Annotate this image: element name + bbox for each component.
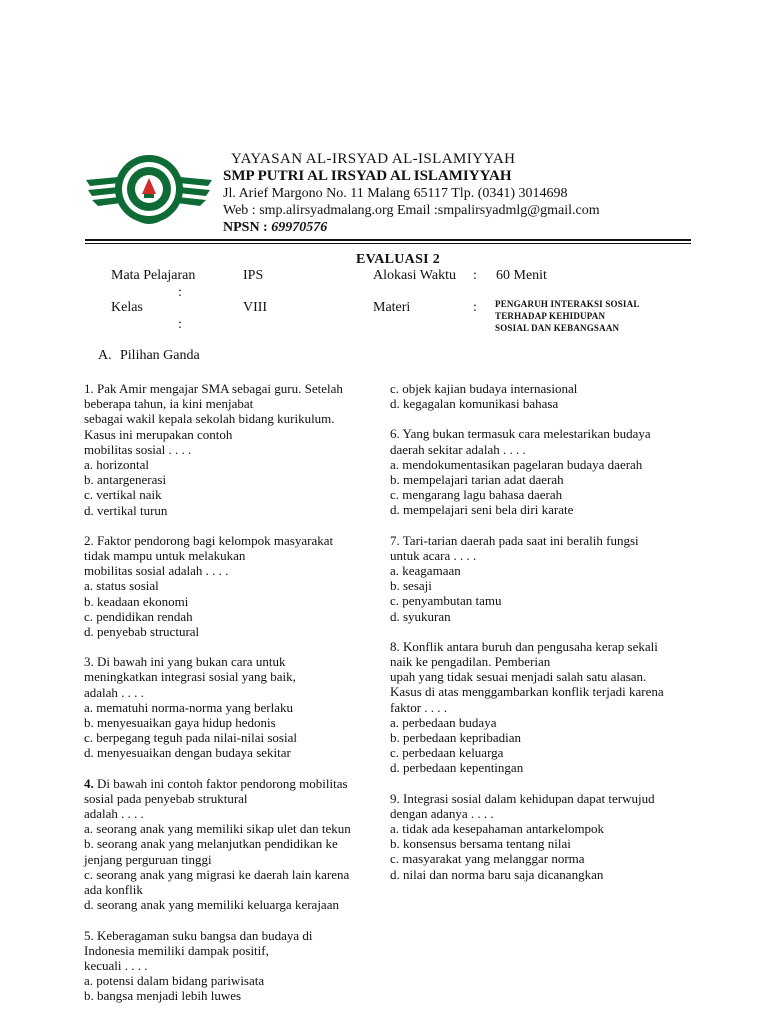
answer-option: a. potensi dalam bidang pariwisata — [84, 973, 265, 989]
answer-option: d. seorang anak yang memiliki keluarga kerajaan — [84, 897, 339, 913]
question-block — [84, 928, 384, 1004]
answer-option: c. seorang anak yang migrasi ke daerah lain karena — [84, 866, 350, 882]
header-divider-thin — [85, 243, 691, 244]
question-text-line: 5. Keberagaman suku bangsa dan budaya di — [84, 927, 313, 943]
questions-left-column — [84, 381, 384, 1019]
answer-option: d. syukuran — [390, 608, 451, 624]
question-text-line: adalah . . . . — [84, 684, 144, 700]
question-text-line: adalah . . . . — [84, 806, 144, 822]
answer-option: c. vertikal naik — [84, 487, 162, 503]
question-text-line: mobilitas sosial . . . . — [84, 441, 192, 457]
foundation-name: YAYASAN AL-IRSYAD AL-ISLAMIYYAH — [231, 151, 516, 167]
section-title: Pilihan Ganda — [120, 348, 200, 363]
question-text-line: dengan adanya . . . . — [390, 805, 494, 821]
subject-colon: : — [178, 285, 182, 300]
answer-option: d. perbedaan kepentingan — [390, 760, 524, 776]
question-text: Di bawah ini contoh faktor pendorong mobilitas — [93, 775, 348, 791]
question-text-line: 7. Tari-tarian daerah pada saat ini beralih fungsi — [390, 532, 639, 548]
answer-option: b. perbedaan kepribadian — [390, 730, 522, 746]
question-text-line: faktor . . . . — [390, 699, 448, 715]
time-allocation-value: 60 Menit — [496, 268, 547, 283]
topic-line: SOSIAL DAN KEBANGSAAN — [495, 323, 620, 333]
answer-option: b. seorang anak yang melanjutkan pendidikan ke — [84, 836, 338, 852]
question-text-line — [84, 776, 384, 791]
answer-option: a. horizontal — [84, 457, 149, 473]
answer-option: a. mematuhi norma-norma yang berlaku — [84, 699, 294, 715]
subject-value: IPS — [243, 268, 264, 283]
class-colon: : — [178, 317, 182, 332]
question-text-line: daerah sekitar adalah . . . . — [390, 441, 526, 457]
topic-line: PENGARUH INTERAKSI SOSIAL — [495, 299, 640, 309]
subject-label: Mata Pelajaran — [111, 268, 196, 283]
topic-label: Materi — [373, 300, 411, 315]
answer-option: c. perbedaan keluarga — [390, 745, 504, 761]
answer-option: b. konsensus bersama tentang nilai — [390, 836, 571, 852]
question-text-line: meningkatkan integrasi sosial yang baik, — [84, 669, 296, 685]
npsn-line — [223, 219, 693, 236]
answer-option: a. tidak ada kesepahaman antarkelompok — [390, 821, 605, 837]
question-block — [84, 381, 384, 518]
answer-option: c. mengarang lagu bahasa daerah — [390, 487, 563, 503]
question-block — [390, 426, 690, 517]
answer-option: b. bangsa menjadi lebih luwes — [84, 988, 242, 1004]
question-number: 4. — [84, 775, 94, 791]
topic-value — [495, 298, 640, 334]
question-text-line: mobilitas sosial adalah . . . . — [84, 563, 229, 579]
topic-colon: : — [473, 300, 477, 315]
question-text-line: kecuali . . . . — [84, 957, 148, 973]
time-allocation-colon: : — [473, 268, 477, 283]
school-logo — [84, 150, 214, 228]
answer-option: d. penyebab structural — [84, 624, 200, 640]
answer-option: a. keagamaan — [390, 563, 461, 579]
npsn-value: 69970576 — [271, 220, 328, 235]
questions-right-column — [390, 381, 690, 897]
question-text-line: sosial pada penyebab struktural — [84, 790, 248, 806]
answer-option: b. sesaji — [390, 578, 432, 594]
topic-line: TERHADAP KEHIDUPAN — [495, 311, 606, 321]
answer-option: c. penyambutan tamu — [390, 593, 502, 609]
question-text-line: Indonesia memiliki dampak positif, — [84, 942, 269, 958]
answer-option: d. kegagalan komunikasi bahasa — [390, 396, 559, 412]
class-label: Kelas — [111, 300, 143, 315]
answer-option: b. keadaan ekonomi — [84, 593, 189, 609]
class-value: VIII — [243, 300, 268, 315]
question-text-line: naik ke pengadilan. Pemberian — [390, 654, 551, 670]
answer-option: c. objek kajian budaya internasional — [390, 381, 578, 396]
school-web-email: Web : smp.alirsyadmalang.org Email :smpalirsyadmlg@gmail.com — [223, 203, 600, 218]
question-text-line: 9. Integrasi sosial dalam kehidupan dapat terwujud — [390, 790, 655, 806]
question-text-line: beberapa tahun, ia kini menjabat — [84, 396, 254, 412]
question-text-line: Kasus di atas menggambarkan konflik terjadi karena — [390, 684, 664, 700]
npsn-label: NPSN : — [223, 220, 272, 235]
answer-option: ada konflik — [84, 882, 143, 898]
answer-option: d. mempelajari seni bela diri karate — [390, 502, 574, 518]
section-heading — [98, 348, 200, 364]
answer-option: c. berpegang teguh pada nilai-nilai sosial — [84, 730, 297, 746]
answer-option: d. menyesuaikan dengan budaya sekitar — [84, 745, 291, 761]
question-text-line: 6. Yang bukan termasuk cara melestarikan budaya — [390, 426, 651, 442]
answer-option: b. antargenerasi — [84, 472, 167, 488]
time-allocation-label: Alokasi Waktu — [373, 268, 456, 283]
answer-option: d. nilai dan norma baru saja dicanangkan — [390, 866, 604, 882]
answer-option: b. menyesuaikan gaya hidup hedonis — [84, 715, 276, 731]
answer-option: a. seorang anak yang memiliki sikap ulet dan tekun — [84, 821, 351, 837]
answer-option: a. mendokumentasikan pagelaran budaya daerah — [390, 456, 643, 472]
answer-option: b. mempelajari tarian adat daerah — [390, 472, 564, 488]
question-text-line: Kasus ini merupakan contoh — [84, 426, 233, 442]
question-block — [84, 776, 384, 913]
question-block — [390, 791, 690, 882]
school-name: SMP PUTRI AL IRSYAD AL ISLAMIYYAH — [223, 168, 512, 184]
letterhead — [223, 151, 693, 236]
question-text-line: 2. Faktor pendorong bagi kelompok masyarakat — [84, 532, 334, 548]
header-divider-thick — [85, 239, 691, 241]
question-text-line: sebagai wakil kepala sekolah bidang kurikulum. — [84, 411, 335, 427]
question-block — [84, 533, 384, 639]
answer-option: a. perbedaan budaya — [390, 714, 497, 730]
question-block — [390, 639, 690, 776]
question-text-line: 3. Di bawah ini yang bukan cara untuk — [84, 654, 286, 670]
answer-option: d. vertikal turun — [84, 502, 168, 518]
question-text-line: untuk acara . . . . — [390, 547, 477, 563]
exam-title: EVALUASI 2 — [355, 252, 441, 267]
question-text-line: 8. Konflik antara buruh dan pengusaha kerap sekali — [390, 638, 658, 654]
question-block — [390, 381, 690, 411]
answer-option: jenjang perguruan tinggi — [84, 851, 212, 867]
question-text-line: tidak mampu untuk melakukan — [84, 548, 246, 564]
question-block — [84, 654, 384, 760]
question-text-line: upah yang tidak sesuai menjadi salah satu alasan. — [390, 669, 647, 685]
answer-option: c. masyarakat yang melanggar norma — [390, 851, 585, 867]
question-text-line: 1. Pak Amir mengajar SMA sebagai guru. Setelah — [84, 381, 343, 396]
question-block — [390, 533, 690, 624]
school-address: Jl. Arief Margono No. 11 Malang 65117 Tlp. (0341) 3014698 — [223, 186, 568, 201]
section-letter: A. — [98, 348, 112, 363]
answer-option: a. status sosial — [84, 578, 159, 594]
answer-option: c. pendidikan rendah — [84, 608, 193, 624]
